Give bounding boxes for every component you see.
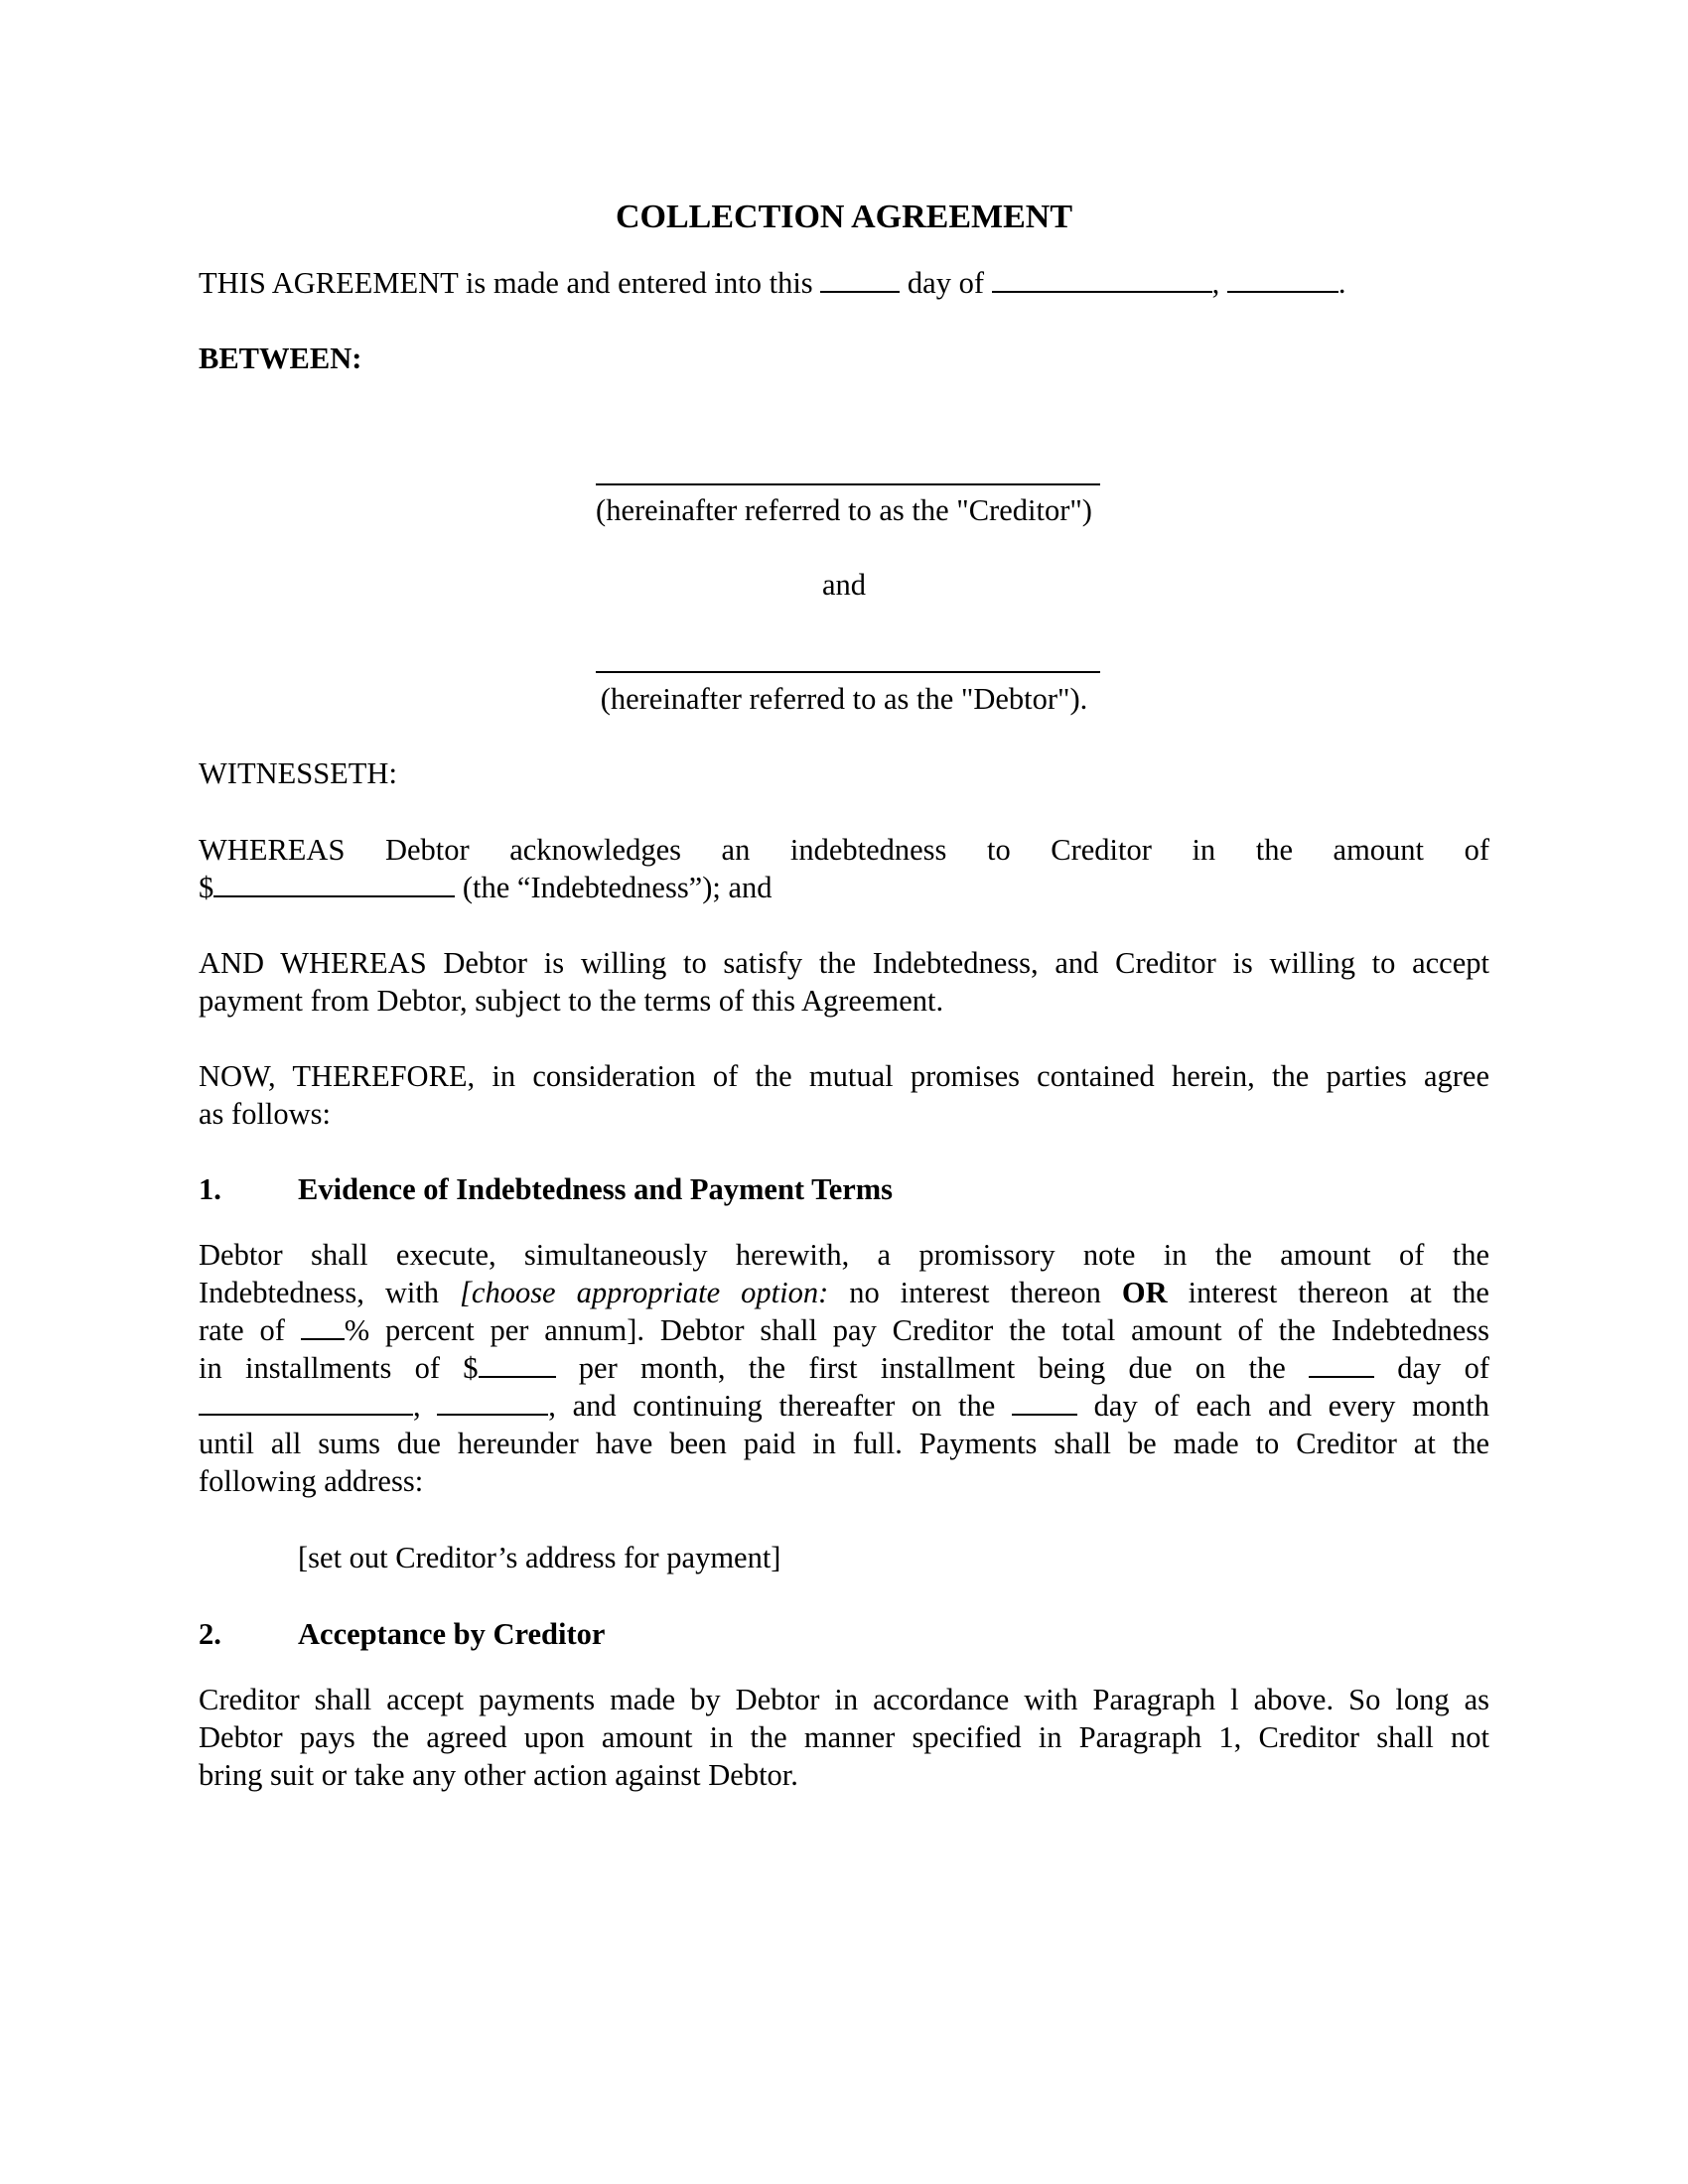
month-blank[interactable] xyxy=(992,265,1212,293)
intro-prefix: THIS AGREEMENT is made and entered into this xyxy=(199,266,813,300)
installment-amount-blank[interactable] xyxy=(479,1350,556,1378)
s1-l3-b: % percent per annum]. Debtor shall pay Creditor the total amount of the Indebtedness xyxy=(344,1313,1489,1347)
s1-l4-b: per month, the first installment being due on the xyxy=(555,1351,1310,1385)
whereas-2-line-2: payment from Debtor, subject to the terms of this Agreement. xyxy=(199,984,944,1018)
whereas-2-line-1: AND WHEREAS Debtor is willing to satisfy the Indebtedness, and Creditor is willing to accept xyxy=(199,946,1489,980)
section-1-heading: Evidence of Indebtedness and Payment Terms xyxy=(298,1172,894,1206)
debtor-name-line[interactable] xyxy=(596,671,1100,673)
intro-line xyxy=(199,264,1489,302)
document-title: COLLECTION AGREEMENT xyxy=(615,199,1073,235)
between-label: BETWEEN: xyxy=(199,341,362,375)
section-1-line-7: following address: xyxy=(199,1464,424,1498)
section-1-line-5 xyxy=(199,1387,1489,1425)
interest-rate-blank[interactable] xyxy=(301,1312,345,1340)
first-installment-day-blank[interactable] xyxy=(1309,1350,1374,1378)
section-2-line-3: bring suit or take any other action against Debtor. xyxy=(199,1758,798,1792)
dollar-sign: $ xyxy=(199,871,214,904)
creditor-label: (hereinafter referred to as the "Creditor") xyxy=(596,493,1092,527)
now-therefore-line-1: NOW, THEREFORE, in consideration of the mutual promises contained herein, the parties agree xyxy=(199,1059,1489,1093)
section-1-line-2 xyxy=(199,1274,1489,1311)
s1-l2-c: interest thereon at the xyxy=(1167,1276,1489,1309)
section-1-line-1: Debtor shall execute, simultaneously herewith, a promissory note in the amount of the xyxy=(199,1238,1489,1272)
first-installment-month-blank[interactable] xyxy=(199,1388,413,1416)
s1-l5-comma: , xyxy=(413,1389,421,1423)
witnesseth-label: WITNESSETH: xyxy=(199,756,397,790)
whereas-1-line-2 xyxy=(199,869,1489,906)
section-2-heading: Acceptance by Creditor xyxy=(298,1617,606,1651)
section-1-line-3 xyxy=(199,1311,1489,1349)
whereas-1-rest: (the “Indebtedness”); and xyxy=(455,871,773,904)
s1-l2-b: no interest thereon xyxy=(828,1276,1122,1309)
debtor-label: (hereinafter referred to as the "Debtor"). xyxy=(600,682,1088,716)
creditor-address-placeholder[interactable]: [set out Creditor’s address for payment] xyxy=(298,1541,781,1574)
creditor-name-line[interactable] xyxy=(596,483,1100,485)
now-therefore-line-2: as follows: xyxy=(199,1097,332,1131)
section-1-line-4 xyxy=(199,1349,1489,1387)
intro-day-of: day of xyxy=(907,266,984,300)
and-label: and xyxy=(821,568,867,602)
section-2-line-1: Creditor shall accept payments made by Debtor in accordance with Paragraph l above. So long as xyxy=(199,1683,1489,1716)
intro-period: . xyxy=(1337,266,1346,300)
option-instruction: [choose appropriate option: xyxy=(460,1276,829,1309)
whereas-1-line-1: WHEREAS Debtor acknowledges an indebtedness to Creditor in the amount of xyxy=(199,833,1489,867)
section-2-line-2: Debtor pays the agreed upon amount in the manner specified in Paragraph 1, Creditor shall not xyxy=(199,1720,1489,1754)
day-blank[interactable] xyxy=(820,265,900,293)
section-1-line-6: until all sums due hereunder have been paid in full. Payments shall be made to Creditor at the xyxy=(199,1427,1489,1460)
or-keyword: OR xyxy=(1121,1276,1168,1309)
s1-l3-a: rate of xyxy=(199,1313,301,1347)
section-1-number: 1. xyxy=(199,1172,221,1206)
s1-l5-a: , and continuing thereafter on the xyxy=(548,1389,1012,1423)
indebtedness-amount-blank[interactable] xyxy=(213,870,455,897)
section-2-number: 2. xyxy=(199,1617,221,1651)
s1-l2-a: Indebtedness, with xyxy=(199,1276,461,1309)
s1-l5-b: day of each and every month xyxy=(1077,1389,1490,1423)
s1-l4-a: in installments of $ xyxy=(199,1351,479,1385)
first-installment-year-blank[interactable] xyxy=(437,1388,548,1416)
monthly-day-blank[interactable] xyxy=(1012,1388,1077,1416)
s1-l4-c: day of xyxy=(1374,1351,1489,1385)
year-blank[interactable] xyxy=(1227,265,1338,293)
intro-comma: , xyxy=(1211,266,1220,300)
